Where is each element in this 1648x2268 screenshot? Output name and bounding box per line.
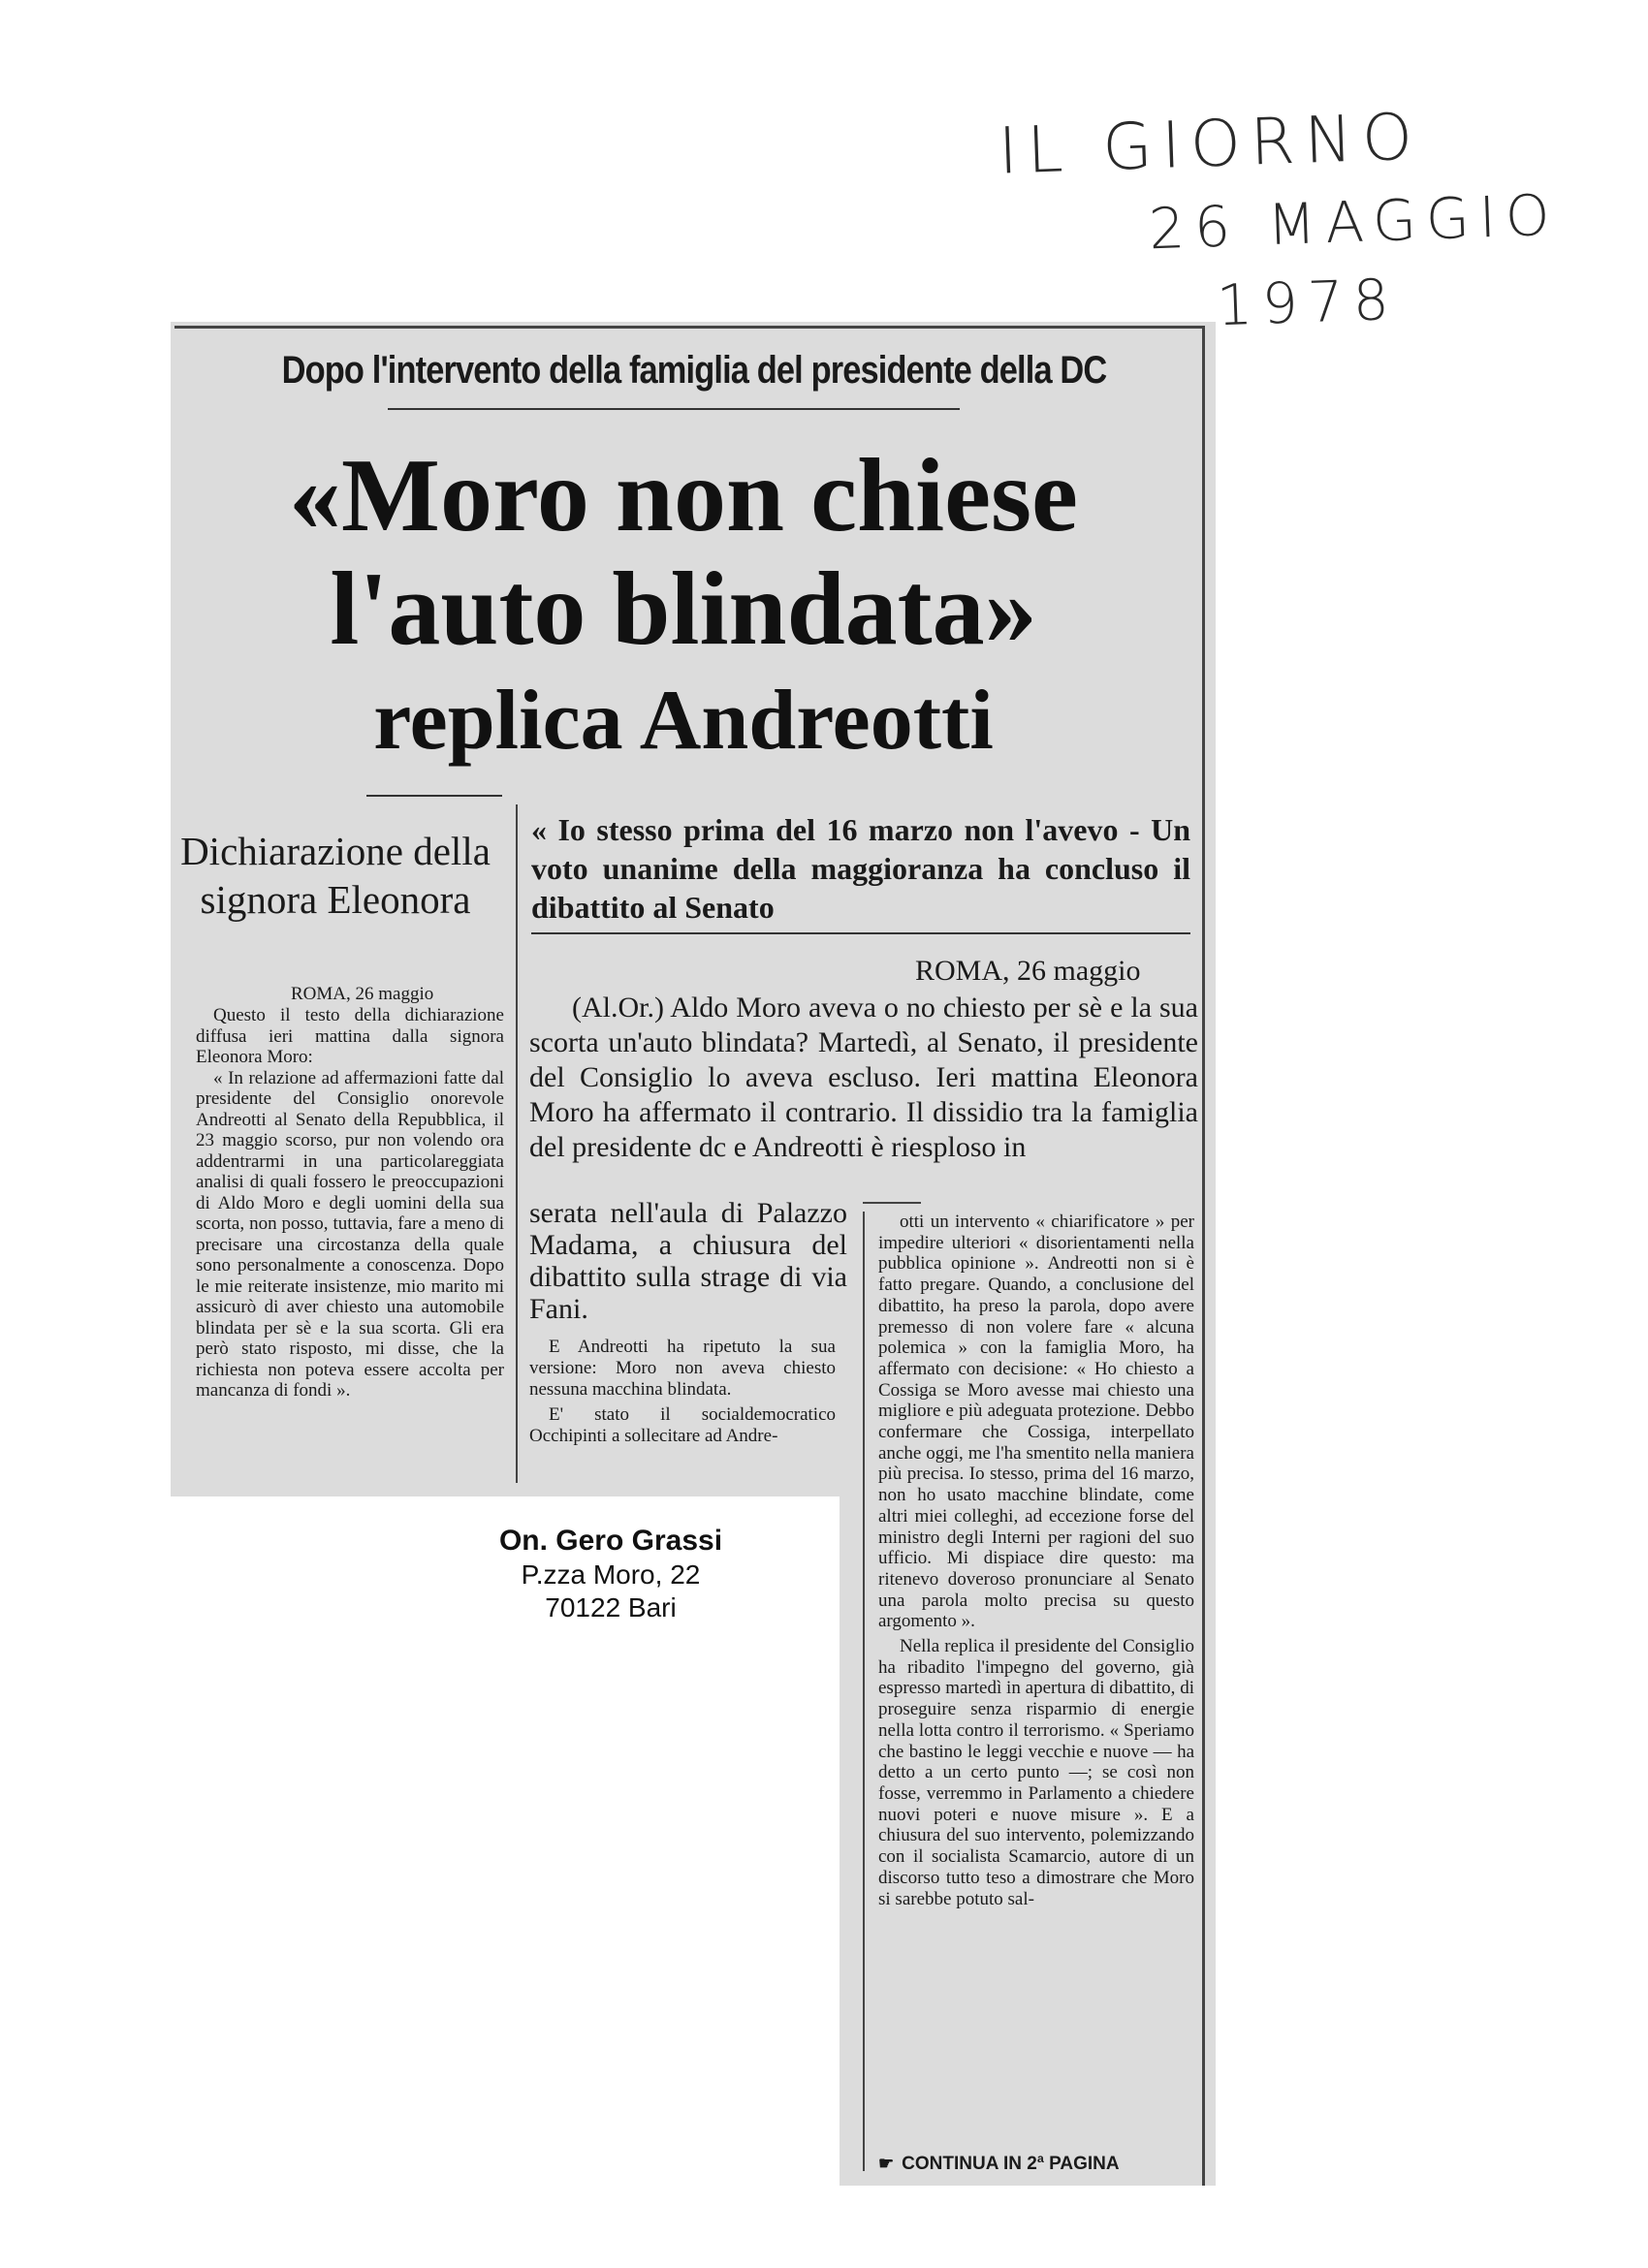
handwritten-date: 26 MAGGIO	[1147, 181, 1561, 263]
right-column-divider	[863, 1212, 865, 2171]
subhead-rule	[531, 932, 1190, 934]
right-column-top-rule	[863, 1202, 921, 1204]
stamp-street: P.zza Moro, 22	[521, 1559, 701, 1590]
body-paragraph: Nella replica il presidente del Consiglio ha ribadito l'impegno del governo, già espresso martedì in apertura di dibattito, di proseguire senza risparmio di energie nella lotta contro il terrorismo. « Speriamo che bastino le leggi vecchie e nuove — ha detto a un certo punto —; se così non fosse, verremmo in Parlamento a chiedere nuovi poteri e nuove misure ». E a chiusura del suo intervento, polemizzando con il socialista Scamarcio, autore di un discorso tutto teso a dimostrare che Moro si sarebbe potuto sal-	[878, 1636, 1194, 1909]
sidebar-top-rule	[366, 795, 502, 797]
article-kicker: Dopo l'intervento della famiglia del presidente della DC	[281, 349, 1107, 392]
handwritten-year: 1978	[1215, 266, 1400, 339]
sidebar-paragraph: Questo il testo della dichiarazione diffusa ieri mattina dalla signora Eleonora Moro:	[196, 1005, 504, 1067]
handwritten-newspaper-name: IL GIORNO	[997, 99, 1424, 189]
sidebar-paragraph: « In relazione ad affermazioni fatte dal presidente del Consiglio onorevole Andreotti al Senato della Repubblica, il 23 maggio scorso, pur non volendo ora addentrarmi in una particolareggiata analisi di quali fossero le preoccupazioni di Aldo Moro e degli uomini della sua scorta, non posso, tuttavia, fare a meno di precisare una circostanza della quale sono personalmente a conoscenza. Dopo le mie reiterate insistenze, mio marito mi assicurò di aver chiesto una automobile blindata per sè e la sua scorta. Gli era però stato risposto, mi disse, che la richiesta non poteva essere accolta per mancanza di fondi ».	[196, 1067, 504, 1401]
lead-paragraph: (Al.Or.) Aldo Moro aveva o no chiesto per sè e la sua scorta un'auto blindata? Martedì, al Senato, il presidente del Consiglio lo aveva escluso. Ieri mattina Eleonora Moro ha affermato il contrario. Il dissidio tra la famiglia del presidente dc e Andreotti è riesploso in	[529, 992, 1198, 1163]
address-stamp	[427, 1524, 795, 1624]
article-subhead: « Io stesso prima del 16 marzo non l'avevo - Un voto unanime della maggioranza ha concluso il dibattito al Senato	[531, 812, 1190, 925]
top-rule	[174, 326, 1202, 329]
middle-column-body	[529, 1337, 836, 1451]
kicker-underline	[388, 408, 960, 410]
body-paragraph: E Andreotti ha ripetuto la sua versione: Moro non aveva chiesto nessuna macchina blindata.	[529, 1337, 836, 1400]
continued-notice	[878, 2154, 1198, 2175]
article-dateline: ROMA, 26 maggio	[915, 955, 1141, 987]
sidebar-body	[196, 1005, 504, 1402]
body-paragraph: E' stato il socialdemocratico Occhipinti a sollecitare ad Andre-	[529, 1404, 836, 1446]
sidebar-title: Dichiarazione della signora Eleonora	[180, 829, 491, 922]
headline-line-3: replica Andreotti	[373, 674, 994, 768]
right-column-body	[878, 1212, 1194, 1909]
stamp-city: 70122 Bari	[545, 1592, 677, 1622]
body-paragraph: otti un intervento « chiarificatore » per impedire ulteriori « disorientamenti nella pubblica opinione ». Andreotti non si è fatto pregare. Quando, a conclusione del dibattito, ha preso la parola, dopo avere premesso di non volere fare « alcuna polemica » con la famiglia Moro, ha affermato con decisione: « Ho chiesto a Cossiga se Moro avesse mai chiesto una migliore e più adeguata protezione. Debbo confermare che Cossiga, interpellato anche oggi, me l'ha smentito nella maniera più precisa. Io stesso, prima del 16 marzo, non ho usato macchine blindate, come altri miei colleghi, ad eccezione forse del ministro degli Interni per ragioni del suo ufficio. Mi dispiace dire questo: ma ritenevo doveroso pronunciare al Senato una parola molto precisa su questo argomento ».	[878, 1212, 1194, 1632]
column-divider	[516, 804, 518, 1483]
pointing-hand-icon: ☛	[878, 2154, 895, 2173]
lead-paragraph-continued: serata nell'aula di Palazzo Madama, a chiusura del dibattito sulla strage di via Fani.	[529, 1197, 847, 1325]
continued-label: CONTINUA IN 2ª PAGINA	[902, 2154, 1120, 2174]
sidebar-dateline: ROMA, 26 maggio	[291, 984, 434, 1004]
article-lead	[529, 991, 1198, 1165]
headline-line-2: l'auto blindata»	[330, 551, 1037, 667]
article-lead-continued	[529, 1197, 847, 1325]
headline-line-1: «Moro non chiese	[289, 438, 1078, 553]
stamp-name: On. Gero Grassi	[498, 1525, 723, 1557]
